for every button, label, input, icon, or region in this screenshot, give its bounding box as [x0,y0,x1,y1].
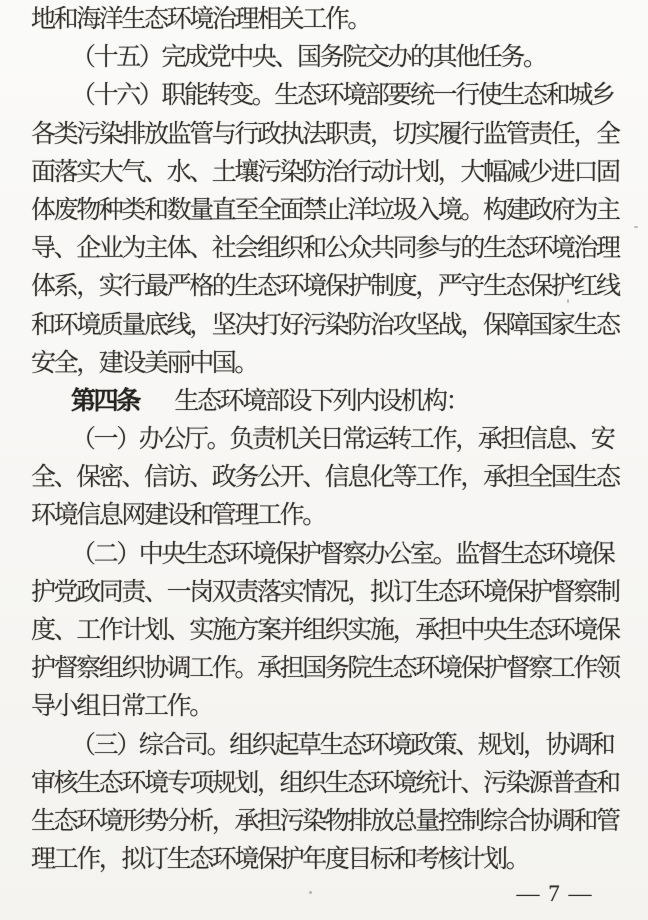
text-line: 导小组日常工作。 [31,693,212,721]
text-line: 审核生态环境专项规划，组织生态环境统计、污染源普查和 [31,769,619,797]
article-number-label: 第四条 [71,387,139,415]
text-line: 护督察组织协调工作。承担国务院生态环境保护督察工作领 [31,655,619,683]
text-line: 各类污染排放监管与行政执法职责，切实履行监管责任，全 [31,120,619,148]
text-line: 理工作，拟订生态环境保护年度目标和考核计划。 [31,846,529,874]
text-line: 生态环境形势分析，承担污染物排放总量控制综合协调和管 [31,807,619,835]
scan-speck [567,299,569,303]
text-line: 面落实大气、水、土壤污染防治行动计划，大幅减少进口固 [31,158,619,186]
text-line: 地和海洋生态环境治理相关工作。 [31,6,371,33]
document-body [31,1,621,879]
scan-speck [634,226,638,228]
text-line: 第四条 生态环境部设下列内设机构： [71,387,469,415]
text-line: 体系，实行最严格的生态环境保护制度，严守生态保护红线 [31,273,619,301]
text-line: 护党政同责、一岗双责落实情况，拟订生态环境保护督察制 [31,578,619,606]
text-line: （二）中央生态环境保护督察办公室。监督生态环境保 [71,540,614,568]
scan-speck [309,891,312,894]
text-line: 全、保密、信访、政务公开、信息化等工作，承担全国生态 [31,464,619,492]
text-line: （一）办公厅。负责机关日常运转工作，承担信息、安 [71,426,614,454]
text-line: 和环境质量底线，坚决打好污染防治攻坚战，保障国家生态 [31,311,619,339]
page-number: — 7 — [516,881,593,906]
text-line: （十五）完成党中央、国务院交办的其他任务。 [71,44,546,72]
text-line: （三）综合司。组织起草生态环境政策、规划，协调和 [71,731,614,759]
text-line: （十六）职能转变。生态环境部要统一行使生态和城乡 [71,82,614,110]
scan-speck [510,235,513,238]
text-line: 安全，建设美丽中国。 [31,349,258,377]
text-line: 导、企业为主体、社会组织和公众共同参与的生态环境治理 [31,235,619,263]
text-line: 体废物种类和数量直至全面禁止洋垃圾入境。构建政府为主 [31,196,619,224]
text-line: 环境信息网建设和管理工作。 [31,502,325,530]
text-line: 度、工作计划、实施方案并组织实施，承担中央生态环境保 [31,617,619,644]
scan-speck [573,237,575,240]
